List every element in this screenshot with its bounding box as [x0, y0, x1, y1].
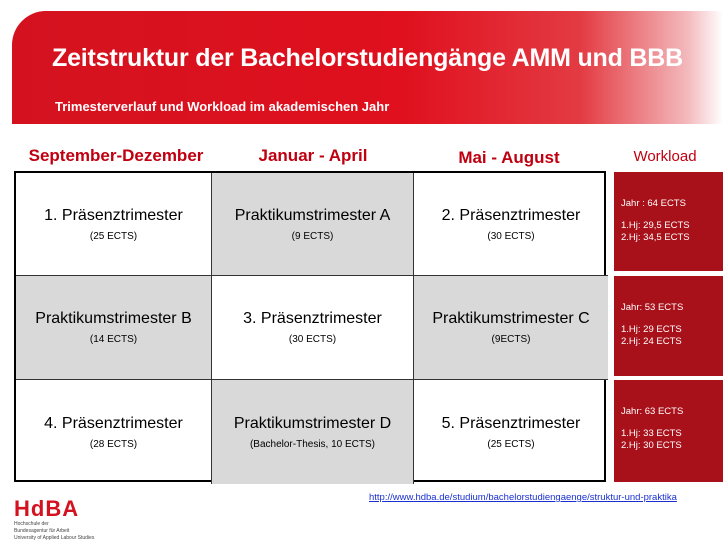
workload-second-half: 2.Hj: 30 ECTS [621, 440, 682, 451]
trimester-ects: (9ECTS) [491, 334, 531, 345]
trimester-ects: (30 ECTS) [288, 334, 337, 345]
trimester-title: Praktikumstrimester C [432, 310, 590, 327]
trimester-ects: (28 ECTS) [89, 438, 138, 450]
trimester-title: 2. Präsenztrimester [441, 206, 581, 224]
trimester-title: 5. Präsenztrimester [441, 414, 581, 432]
logo-wordmark: HdBA [14, 496, 80, 521]
workload-year-total: Jahr : 64 ECTS [621, 198, 686, 209]
grid-cell [16, 380, 212, 484]
source-link[interactable]: http://www.hdba.de/studium/bachelorstudiengaenge/struktur-und-praktika [369, 492, 677, 503]
trimester-title: Praktikumstrimester B [35, 310, 192, 327]
workload-box-year-3 [614, 380, 723, 482]
trimester-grid [14, 171, 606, 482]
trimester-title: 3. Präsenztrimester [243, 310, 382, 327]
trimester-ects: (30 ECTS) [487, 230, 535, 242]
workload-box-year-2 [614, 276, 723, 376]
workload-second-half: 2.Hj: 34,5 ECTS [621, 232, 690, 243]
trimester-title: Praktikumstrimester D [233, 414, 392, 432]
trimester-ects: (25 ECTS) [89, 230, 138, 242]
trimester-ects: (9 ECTS) [291, 230, 334, 242]
grid-cell [212, 173, 414, 276]
trimester-ects: (14 ECTS) [89, 334, 138, 345]
grid-cell [212, 380, 414, 484]
workload-header: Workload [633, 148, 697, 165]
grid-cell [16, 276, 212, 380]
workload-first-half: 1.Hj: 29,5 ECTS [621, 220, 690, 231]
column-header-may-aug: Mai - August [458, 148, 560, 167]
column-header-sep-dec: September-Dezember [28, 146, 204, 165]
grid-cell [16, 173, 212, 276]
hdba-logo [14, 496, 114, 541]
trimester-title: 4. Präsenztrimester [44, 414, 183, 432]
workload-box-year-1 [614, 172, 723, 271]
trimester-ects: (Bachelor-Thesis, 10 ECTS) [249, 438, 376, 450]
workload-year-total: Jahr: 53 ECTS [621, 302, 684, 313]
trimester-title: 1. Präsenztrimester [44, 206, 183, 224]
workload-year-total: Jahr: 63 ECTS [621, 406, 684, 417]
page-subtitle: Trimesterverlauf und Workload im akademischen Jahr [55, 99, 390, 114]
logo-line-3: University of Applied Labour Studies [14, 535, 95, 541]
column-header-jan-apr: Januar - April [258, 146, 368, 165]
logo-line-2: Bundesagentur für Arbeit [14, 528, 70, 534]
workload-second-half: 2.Hj: 24 ECTS [621, 336, 682, 347]
trimester-title: Praktikumstrimester A [234, 206, 391, 224]
logo-line-1: Hochschule der [14, 521, 49, 527]
grid-cell [414, 173, 608, 276]
grid-cell [414, 276, 608, 380]
grid-cell [212, 276, 414, 380]
trimester-ects: (25 ECTS) [487, 438, 535, 450]
grid-cell [414, 380, 608, 484]
page-title: Zeitstruktur der Bachelorstudiengänge AMM und BBB [52, 44, 683, 72]
workload-first-half: 1.Hj: 33 ECTS [621, 428, 682, 439]
workload-first-half: 1.Hj: 29 ECTS [621, 324, 682, 335]
